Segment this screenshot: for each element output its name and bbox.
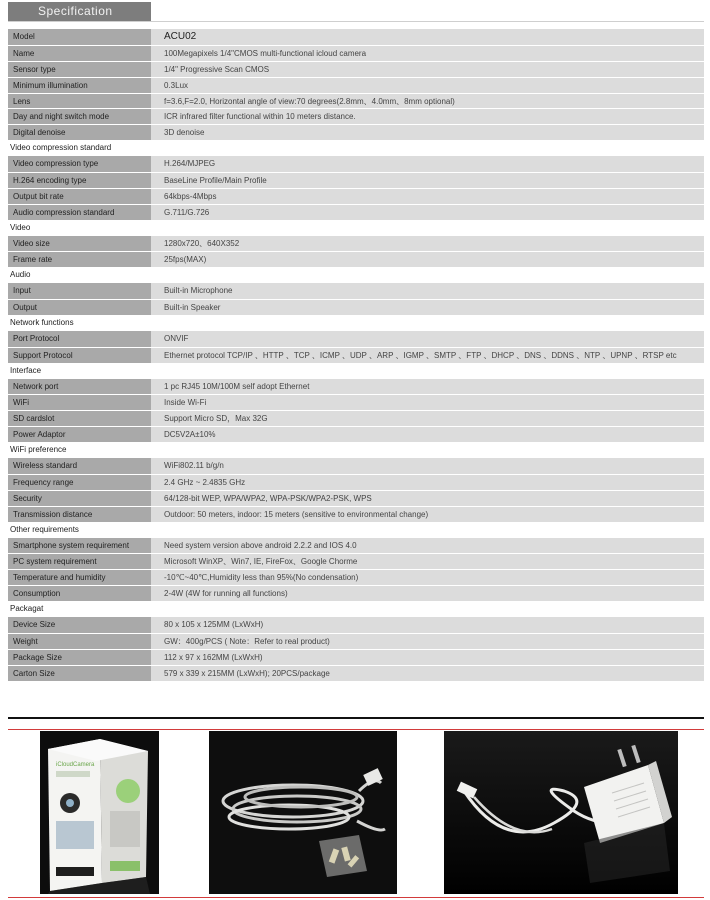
spec-label: Device Size <box>8 617 151 633</box>
section-heading <box>8 267 704 283</box>
spec-row <box>8 506 704 522</box>
spec-value: 3D denoise <box>164 128 205 138</box>
spec-label: Video size <box>8 236 151 252</box>
spec-row <box>8 379 704 395</box>
spec-label: Power Adaptor <box>8 427 151 442</box>
section-heading-label: WiFi preference <box>10 445 67 455</box>
spec-row <box>8 490 704 506</box>
section-heading-label: Video <box>10 222 31 232</box>
spec-value: Built-in Microphone <box>164 286 233 296</box>
spec-row <box>8 251 704 267</box>
section-heading <box>8 315 704 331</box>
spec-label: Minimum illumination <box>8 78 151 93</box>
section-heading <box>8 140 704 156</box>
spec-label: Audio compression standard <box>8 205 151 220</box>
spec-value: 2.4 GHz ~ 2.4835 GHz <box>164 477 246 487</box>
spec-row <box>8 633 704 649</box>
spec-row <box>8 569 704 585</box>
spec-row <box>8 474 704 490</box>
spec-value: 579 x 339 x 215MM (LxWxH); 20PCS/package <box>164 668 330 678</box>
red-divider-top <box>8 729 704 730</box>
spec-value: Ethernet protocol TCP/IP 、HTTP 、TCP 、ICMP 、UDP 、ARP 、IGMP 、SMTP 、FTP 、DHCP 、DNS 、DDNS 、NTP 、UPNP 、RTSP etc <box>164 350 677 360</box>
spec-value: ONVIF <box>164 333 189 343</box>
spec-row <box>8 347 704 363</box>
spec-value: ACU02 <box>164 31 197 42</box>
spec-row <box>8 649 704 665</box>
section-heading <box>8 220 704 236</box>
spec-value: Built-in Speaker <box>164 303 221 313</box>
spec-row <box>8 394 704 410</box>
spec-row <box>8 538 704 554</box>
spec-label: Support Protocol <box>8 348 151 363</box>
spec-label: Package Size <box>8 650 151 665</box>
section-heading <box>8 442 704 458</box>
section-heading <box>8 522 704 538</box>
spec-value: Need system version above android 2.2.2 and IOS 4.0 <box>164 540 357 550</box>
spec-value: BaseLine Profile/Main Profile <box>164 176 267 186</box>
spec-value: 64/128-bit WEP, WPA/WPA2, WPA-PSK/WPA2-PSK, WPS <box>164 493 372 503</box>
spec-value: f=3.6,F=2.0, Horizontal angle of view:70 degrees(2.8mm、4.0mm、8mm optional) <box>164 96 455 106</box>
spec-row <box>8 45 704 61</box>
section-heading-label: Video compression standard <box>10 143 112 153</box>
section-heading-label: Network functions <box>10 318 74 328</box>
spec-row <box>8 93 704 109</box>
spec-value: 64kbps-4Mbps <box>164 191 217 201</box>
spec-row <box>8 585 704 601</box>
product-box-photo <box>40 731 159 894</box>
spec-row <box>8 61 704 77</box>
spec-label: Port Protocol <box>8 331 151 347</box>
spec-value: Microsoft WinXP、Win7, IE, FireFox、Google Chorme <box>164 557 358 567</box>
spec-label: Video compression type <box>8 156 151 172</box>
spec-value: 1/4" Progressive Scan CMOS <box>164 64 270 74</box>
spec-row <box>8 458 704 474</box>
spec-value: 0.3Lux <box>164 80 189 90</box>
spec-label: Temperature and humidity <box>8 570 151 585</box>
spec-row <box>8 299 704 315</box>
spec-label: Digital denoise <box>8 125 151 140</box>
spec-row <box>8 156 704 172</box>
network-cable-photo <box>209 731 397 894</box>
spec-row <box>8 124 704 140</box>
spec-value: 1280x720、640X352 <box>164 238 240 248</box>
spec-value: Outdoor: 50 meters, indoor: 15 meters (sensitive to environmental change) <box>164 509 429 519</box>
section-heading-label: Audio <box>10 270 31 280</box>
spec-row <box>8 108 704 124</box>
spec-row <box>8 617 704 633</box>
spec-label: Frame rate <box>8 252 151 267</box>
spec-value: 100Megapixels 1/4"CMOS multi-functional icloud camera <box>164 48 367 58</box>
spec-label: Output <box>8 300 151 315</box>
spec-label: Frequency range <box>8 475 151 490</box>
spec-label: Wireless standard <box>8 458 151 474</box>
spec-value: H.264/MJPEG <box>164 159 216 169</box>
spec-value: 25fps(MAX) <box>164 255 207 265</box>
header-divider <box>8 21 704 22</box>
spec-value: 2-4W (4W for running all functions) <box>164 589 288 599</box>
spec-label: Input <box>8 283 151 299</box>
spec-value: 112 x 97 x 162MM (LxWxH) <box>164 652 263 662</box>
spec-row <box>8 410 704 426</box>
spec-row <box>8 283 704 299</box>
spec-row <box>8 29 704 45</box>
spec-row <box>8 665 704 681</box>
specification-tab: Specification <box>8 2 151 21</box>
spec-row <box>8 426 704 442</box>
spec-label: Sensor type <box>8 62 151 77</box>
spec-value: DC5V2A±10% <box>164 430 216 440</box>
spec-row <box>8 204 704 220</box>
spec-label: Model <box>8 29 151 45</box>
spec-label: Smartphone system requirement <box>8 538 151 554</box>
spec-row <box>8 172 704 188</box>
section-heading-label: Other requirements <box>10 524 79 534</box>
box-brand-text: iCloudCamera <box>56 762 95 768</box>
spec-value: 80 x 105 x 125MM (LxWxH) <box>164 619 264 629</box>
spec-value: Inside Wi-Fi <box>164 398 207 408</box>
spec-label: Network port <box>8 379 151 395</box>
spec-value: Support Micro SD，Max 32G <box>164 414 268 424</box>
spec-label: SD cardslot <box>8 411 151 426</box>
spec-row <box>8 236 704 252</box>
spec-label: Day and night switch mode <box>8 109 151 124</box>
section-heading-label: Packagat <box>10 604 44 614</box>
spec-label: Transmission distance <box>8 507 151 522</box>
spec-value: GW：400g/PCS ( Note：Refer to real product) <box>164 636 330 646</box>
black-divider <box>8 717 704 719</box>
red-divider-bottom <box>8 897 704 898</box>
spec-row <box>8 553 704 569</box>
spec-value: -10℃~40℃,Humidity less than 95%(No condensation) <box>164 573 359 583</box>
spec-value: G.711/G.726 <box>164 207 210 217</box>
spec-value: WiFi802.11 b/g/n <box>164 461 224 471</box>
spec-label: Consumption <box>8 586 151 601</box>
spec-row <box>8 188 704 204</box>
section-heading <box>8 363 704 379</box>
section-heading-label: Interface <box>10 365 42 375</box>
specification-table <box>8 29 704 681</box>
spec-label: Lens <box>8 94 151 109</box>
spec-label: WiFi <box>8 395 151 410</box>
spec-label: Output bit rate <box>8 189 151 204</box>
spec-value: 1 pc RJ45 10M/100M self adopt Ethernet <box>164 381 310 391</box>
spec-value: ICR infrared filter functional within 10 meters distance. <box>164 112 356 122</box>
spec-label: Security <box>8 491 151 506</box>
spec-label: PC system requirement <box>8 554 151 569</box>
spec-label: Carton Size <box>8 666 151 681</box>
spec-row <box>8 77 704 93</box>
power-adapter-photo <box>444 731 678 894</box>
section-heading <box>8 601 704 617</box>
spec-label: Weight <box>8 634 151 649</box>
spec-row <box>8 331 704 347</box>
spec-label: H.264 encoding type <box>8 173 151 188</box>
spec-label: Name <box>8 46 151 61</box>
